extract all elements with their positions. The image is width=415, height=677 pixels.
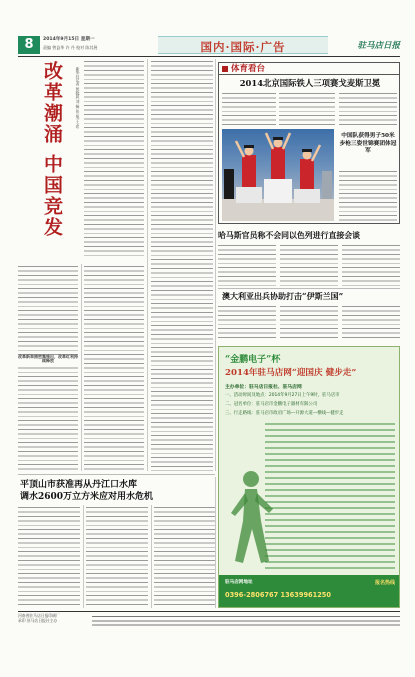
section-title: 国内·国际·广告 [200,40,286,54]
hamas-article [218,230,400,286]
lead-text-col1-bottom [18,264,78,471]
page-number: 8 [24,37,34,52]
australia-text-3 [342,304,400,341]
ad-banner [218,346,400,608]
reservoir-text-2 [86,505,148,608]
sports-box [218,62,400,224]
lead-text-col1b-bottom [84,264,144,471]
section-title-bar [158,36,328,54]
sports-label-square [222,66,228,72]
podium-photo-illustration [222,129,334,221]
sports-text-3 [339,91,397,127]
sports-text-2 [279,91,335,127]
masthead-rule [18,56,400,57]
ad-item-3: 三、行走路线：驻马店市政府广场—开源大道—横线—健步走 [225,411,344,416]
sports-text-1 [222,91,276,127]
masthead [18,36,400,54]
editor-line: 责编 曾益华 许 丹 校对 陈其展 [43,45,98,50]
sports-headline: 2014北京国际铁人三项赛戈麦斯卫冕 [239,78,381,88]
footer-fine-print [92,614,400,626]
hamas-text-2 [280,243,338,286]
paper-logo: 驻马店日报 [357,41,400,51]
sports-label-bar [219,63,399,75]
ad-item-1: 一、活动时间及地点：2014年9月27日上午9时，驻马店市 [225,393,340,398]
lead-article [18,59,213,471]
sports-side-headline: 中国队获得男子50米步枪三姿世锦赛团体冠军 [339,133,397,155]
reservoir-headline-1: 平顶山市获准再从丹江口水库 [20,480,138,490]
ad-title-line2: 2014年驻马店网“迎国庆 健步走” [225,368,357,378]
sports-label: 体育看台 [231,64,266,74]
ad-footer-phone: 0396-2806767 13639961250 [225,591,331,599]
australia-headline: 澳大利亚出兵协助打击“伊斯兰国” [222,291,344,301]
australia-text-1 [218,304,276,341]
ad-organizer: 主办单位：驻马店日报社、驻马店网 [225,385,302,390]
lead-byline: 新华社记者 侯晓晨 刘 畅 张 旭 王 希 [76,67,81,129]
reservoir-text-1 [18,505,80,608]
sports-side-text [339,169,397,221]
lead-text-col1-top [84,59,144,259]
lead-text-col2 [151,59,213,471]
hamas-headline: 哈马斯官员称不会同以色列进行直接会谈 [218,231,361,240]
podium-photo [222,129,334,221]
lead-subhead: 改革新举措密集推出，改革红利持续释放 [18,354,78,364]
australia-article [218,291,400,343]
hamas-text-1 [218,243,276,286]
date-line: 2014年9月15日 星期一 [43,37,95,42]
reservoir-text-3 [154,505,215,608]
ad-footer-cta: 报名热线 [374,580,395,586]
footer-printer: 河南省驻马店日报印刷厂 [18,613,60,618]
walker-silhouette-icon [221,465,281,575]
lead-headline: 改革潮涌 中国竞发 [41,61,63,238]
page-number-badge [18,36,40,54]
ad-body-text [265,421,395,571]
reservoir-article [18,477,215,608]
footer-publisher: 承印 驻马店日报社主办 [18,618,58,623]
ad-footer-bar [219,575,399,607]
ad-item-2: 二、冠名单位：驻马店市金鹏电子器材有限公司 [225,402,318,407]
hamas-text-3 [342,243,400,286]
ad-footer-left: 驻马店网地址 [225,580,253,585]
australia-text-2 [280,304,338,341]
ad-title-line1: “金鹏电子”杯 [225,355,281,365]
reservoir-headline-2: 调水2600万立方米应对用水危机 [20,492,154,502]
